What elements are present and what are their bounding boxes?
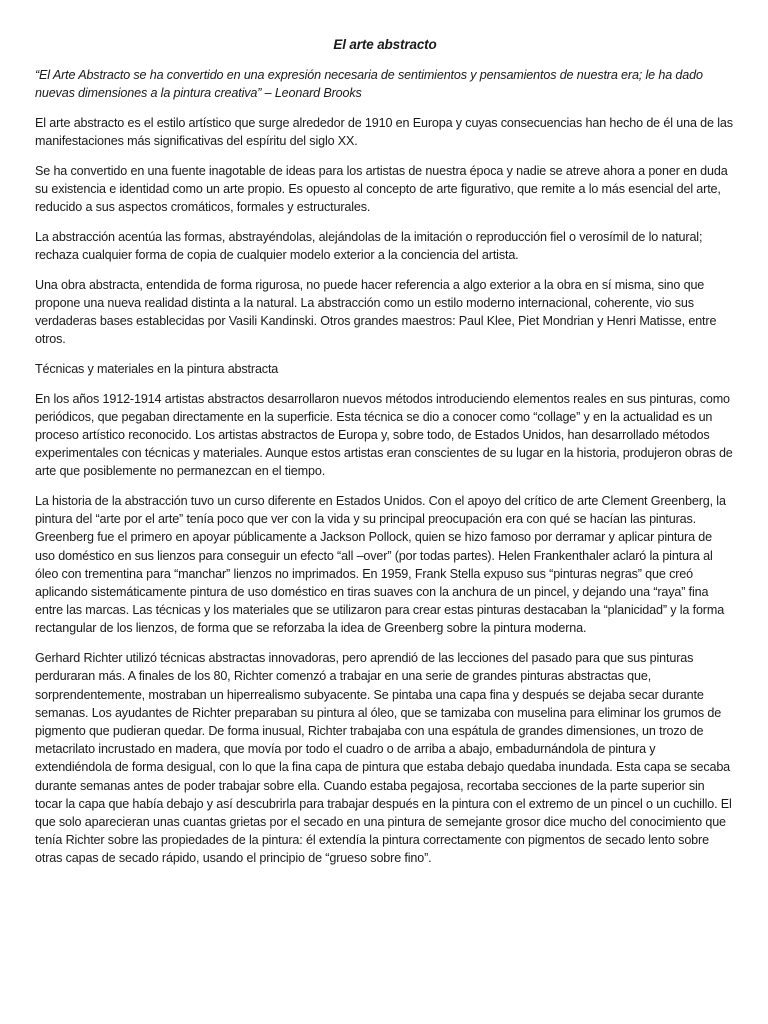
paragraph-abstraccion: La abstracción acentúa las formas, abstrayéndolas, alejándolas de la imitación o reproducción fiel o verosímil de lo natural; rechaza cualquier forma de copia de cualquier modelo exterior a la conciencia del artista. [35, 229, 703, 262]
paragraph-greenberg: La historia de la abstracción tuvo un curso diferente en Estados Unidos. Con el apoyo del crítico de arte Clement Greenberg, la pintura del “arte por el arte” tenía poco que ver con la vida y su principal preocupación era con qué se hacían las pinturas. Greenberg fue el primero en apoyar públicamente a Jackson Pollock, quien se hizo famoso por derramar y aplicar pintura de uso doméstico en sus lienzos para conseguir un efecto “all –over” (por todas partes). Helen Frankenthaler aclaró la pintura al óleo con trementina para “manchar” lienzos no imprimados. En 1959, Frank Stella expuso sus “pinturas negras” que creó aplicando sistemáticamente pintura de uso doméstico en tiras suaves con la anchura de un pincel, y dejando una “raya” fina entre las marcas. Las técnicas y los materiales que se utilizaron para crear estas pinturas destacaban la “planicidad” y la forma rectangular de los lienzos, de forma que se reforzaba la idea de Greenberg sobre la pintura moderna. [35, 494, 726, 636]
paragraph-fuente: Se ha convertido en una fuente inagotable de ideas para los artistas de nuestra época y nadie se atreve ahora a poner en duda su existencia e identidad como un arte propio. Es opuesto al concepto de arte figurativo, que remite a lo más esencial del arte, reducido a sus aspectos cromáticos, formales y estructurales. [35, 163, 728, 214]
epigraph-quote: “El Arte Abstracto se ha convertido en una expresión necesaria de sentimientos y pensamientos de nuestra era; le ha dado nuevas dimensiones a la pintura creativa” – Leonard Brooks [35, 68, 703, 101]
paragraph-collage: En los años 1912-1914 artistas abstractos desarrollaron nuevos métodos introduciendo elementos reales en sus pinturas, como periódicos, que pegaban directamente en la superficie. Esta técnica se dio a conocer como “collage” y en la actualidad es un proceso artístico reconocido. Los artistas abstractos de Europa y, sobre todo, de Estados Unidos, han desarrollado métodos experimentales con técnicas y materiales. Aunque estos artistas eran conscientes de su lugar en la historia, produjeron obras de arte que posiblemente no permanezcan en el tiempo. [35, 391, 733, 479]
section-heading: Técnicas y materiales en la pintura abstracta [35, 361, 279, 376]
document-title: El arte abstracto [333, 37, 437, 52]
paragraph-intro: El arte abstracto es el estilo artístico que surge alrededor de 1910 en Europa y cuyas consecuencias han hecho de él una de las manifestaciones más significativas del espíritu del siglo XX. [35, 115, 733, 148]
paragraph-richter: Gerhard Richter utilizó técnicas abstractas innovadoras, pero aprendió de las lecciones del pasado para que sus pinturas perduraran más. A finales de los 80, Richter comenzó a trabajar en una serie de grandes pinturas abstractas que, sorprendentemente, mostraban un hiperrealismo subyacente. Se pintaba una capa fina y después se dejaba secar durante semanas. Los ayudantes de Richter preparaban su pintura al óleo, que se tamizaba con muselina para eliminar los grumos de pigmento que pudieran quedar. De forma inusual, Richter trabajaba con una espátula de grandes dimensiones, un trozo de metacrilato incrustado en madera, que movía por todo el cuadro o de arriba a abajo, embadurnándola de pintura y extendiéndola de forma desigual, con lo que la fina capa de pintura que estaba debajo quedaba inundada. Esta capa se secaba durante semanas antes de poder trabajar sobre ella. Cuando estaba pegajosa, recortaba secciones de la parte superior sin tocar la capa que había debajo y así descubrirla para trabajar después en la pintura con el extremo de un pincel o un cuchillo. El que solo aparecieran unas cuantas grietas por el secado en una pintura de semejante grosor dice mucho del conocimiento que tenía Richter sobre las propiedades de la pintura: él extendía la pintura correctamente con pigmentos de secado lento sobre otras capas de secado rápido, usando el principio de “grueso sobre fino”. [35, 651, 732, 866]
paragraph-obra-abstracta: Una obra abstracta, entendida de forma rigurosa, no puede hacer referencia a algo exterior a la obra en sí misma, sino que propone una nueva realidad distinta a la natural. La abstracción como un estilo moderno internacional, coherente, vio sus verdaderas bases establecidas por Vasili Kandinski. Otros grandes maestros: Paul Klee, Piet Mondrian y Henri Matisse, entre otros. [35, 277, 717, 347]
document-body [35, 36, 735, 879]
